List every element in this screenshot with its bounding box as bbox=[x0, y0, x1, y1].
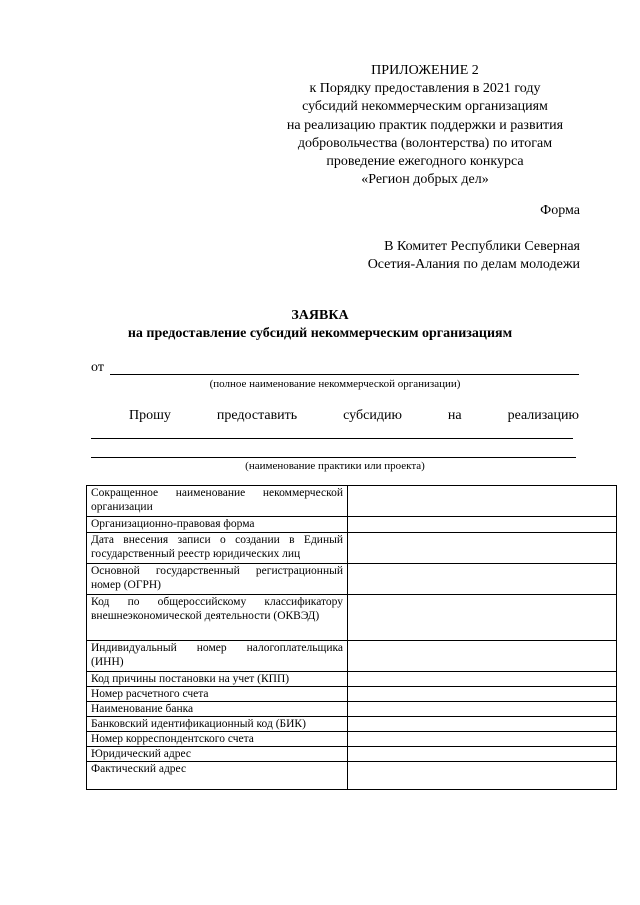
row-label: Номер корреспондентского счета bbox=[87, 732, 348, 747]
row-value-cell[interactable] bbox=[348, 564, 617, 595]
row-label: Фактический адрес bbox=[87, 762, 348, 790]
table-row bbox=[87, 702, 617, 717]
title-subtitle: на предоставление субсидий некоммерческим организациям bbox=[127, 326, 513, 341]
row-label: Сокращенное наименование некоммерческой организации bbox=[87, 486, 348, 517]
row-value-cell[interactable] bbox=[348, 762, 617, 790]
table-row bbox=[87, 732, 617, 747]
from-field[interactable] bbox=[91, 360, 579, 378]
request-word: реализацию bbox=[507, 408, 579, 423]
from-underline[interactable] bbox=[110, 374, 579, 375]
annex-line: добровольчества (волонтерства) по итогам bbox=[297, 135, 553, 151]
document-title bbox=[0, 307, 640, 343]
request-word: на bbox=[447, 408, 462, 423]
row-value-cell[interactable] bbox=[348, 595, 617, 641]
annex-line: «Регион добрых дел» bbox=[361, 172, 489, 188]
request-word: субсидию bbox=[343, 408, 402, 423]
annex-line: проведение ежегодного конкурса bbox=[326, 154, 524, 170]
table-row bbox=[87, 486, 617, 517]
row-value-cell[interactable] bbox=[348, 732, 617, 747]
row-value-cell[interactable] bbox=[348, 687, 617, 702]
project-underline-2[interactable] bbox=[91, 457, 576, 458]
table-row bbox=[87, 717, 617, 732]
row-label: Индивидуальный номер налогоплательщика (ИНН) bbox=[87, 641, 348, 672]
table-row bbox=[87, 762, 617, 790]
annex-line: на реализацию практик поддержки и развития bbox=[286, 117, 564, 133]
row-value-cell[interactable] bbox=[348, 702, 617, 717]
row-value-cell[interactable] bbox=[348, 672, 617, 687]
row-label: Организационно-правовая форма bbox=[87, 517, 348, 533]
addressee bbox=[368, 238, 580, 274]
row-value-cell[interactable] bbox=[348, 747, 617, 762]
request-word: предоставить bbox=[216, 408, 298, 423]
title-main: ЗАЯВКА bbox=[291, 308, 349, 323]
row-value-cell[interactable] bbox=[348, 517, 617, 533]
row-label: Код по общероссийскому классификатору внешнеэкономической деятельности (ОКВЭД) bbox=[87, 595, 348, 641]
annex-line: к Порядку предоставления в 2021 году bbox=[309, 81, 541, 97]
row-value-cell[interactable] bbox=[348, 641, 617, 672]
row-value-cell[interactable] bbox=[348, 486, 617, 517]
table-row bbox=[87, 641, 617, 672]
table-row bbox=[87, 672, 617, 687]
organization-details-table bbox=[86, 485, 617, 790]
request-sentence bbox=[129, 408, 579, 424]
from-hint: (полное наименование некоммерческой организации) bbox=[209, 378, 461, 390]
row-label: Банковский идентификационный код (БИК) bbox=[87, 717, 348, 732]
form-label: Форма bbox=[540, 203, 580, 218]
addressee-line: В Комитет Республики Северная bbox=[384, 239, 580, 254]
from-label: от bbox=[91, 360, 104, 375]
table-row bbox=[87, 595, 617, 641]
annex-line: субсидий некоммерческим организациям bbox=[302, 99, 548, 115]
row-label: Код причины постановки на учет (КПП) bbox=[87, 672, 348, 687]
row-label: Наименование банка bbox=[87, 702, 348, 717]
row-label: Номер расчетного счета bbox=[87, 687, 348, 702]
annex-header bbox=[260, 62, 590, 189]
project-hint: (наименование практики или проекта) bbox=[245, 460, 425, 472]
table-row bbox=[87, 687, 617, 702]
table-row bbox=[87, 564, 617, 595]
addressee-line: Осетия-Алания по делам молодежи bbox=[367, 257, 580, 272]
row-value-cell[interactable] bbox=[348, 717, 617, 732]
table-row bbox=[87, 533, 617, 564]
table-row bbox=[87, 747, 617, 762]
row-label: Основной государственный регистрационный номер (ОГРН) bbox=[87, 564, 348, 595]
table-row bbox=[87, 517, 617, 533]
request-word: Прошу bbox=[129, 408, 171, 423]
row-label: Юридический адрес bbox=[87, 747, 348, 762]
row-value-cell[interactable] bbox=[348, 533, 617, 564]
project-underline-1[interactable] bbox=[91, 438, 573, 439]
annex-title: ПРИЛОЖЕНИЕ 2 bbox=[371, 63, 479, 78]
row-label: Дата внесения записи о создании в Единый государственный реестр юридических лиц bbox=[87, 533, 348, 564]
